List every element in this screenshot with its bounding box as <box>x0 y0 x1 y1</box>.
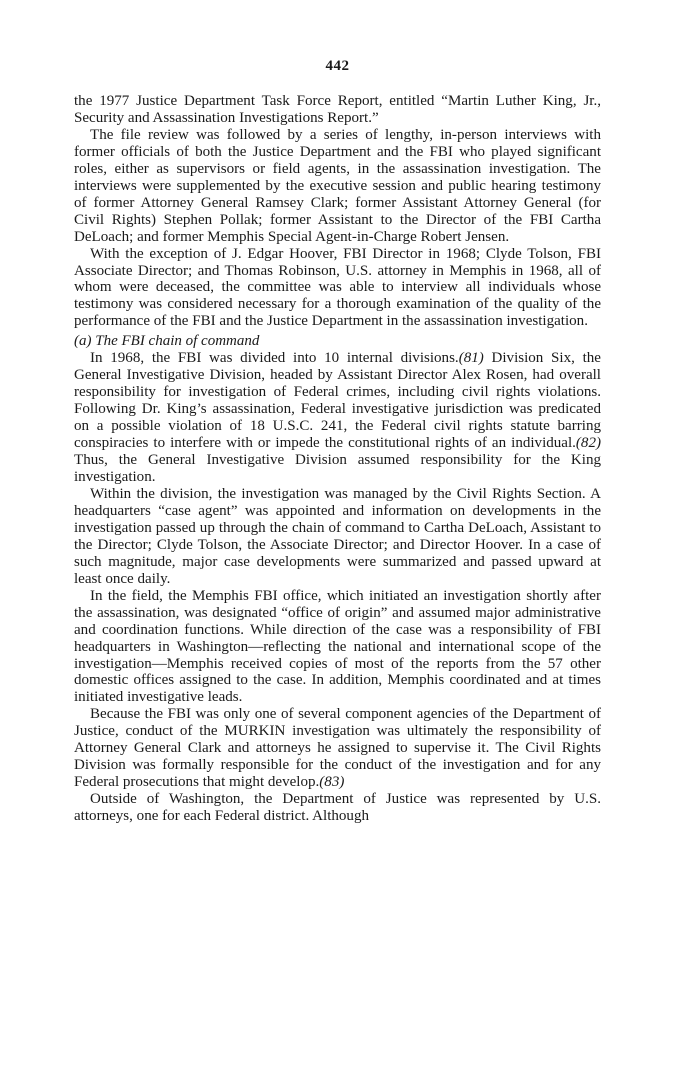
paragraph-memphis-office: In the field, the Memphis FBI office, which initiated an investigation shortly after the assassination, was designated “office of origin” and assumed major administrative and coordination functions. While direction of the case was a responsibility of FBI headquarters in Washington—reflecting the national and international scope of the investigation—Memphis received copies of most of the reports from the 57 other domestic offices assigned to the case. In addition, Memphis coordinated and at times initiated investigative leads. <box>74 587 601 706</box>
paragraph-doj-text: Because the FBI was only one of several component agencies of the Department of Justice, conduct of the MURKIN investigation was ultimately the responsibility of Attorney General Clark and attorneys he assigned to supervise it. The Civil Rights Division was formally responsible for the conduct of the investigation and for any Federal prosecutions that might develop. <box>74 706 601 791</box>
paragraph-us-attorneys: Outside of Washington, the Department of Justice was represented by U.S. attorneys, one for each Federal district. Although <box>74 791 601 825</box>
paragraph-department-of-justice <box>74 706 601 791</box>
footnote-ref-83: (83) <box>319 774 345 791</box>
paragraph-fbi-divisions <box>74 350 601 486</box>
paragraph-civil-rights-section: Within the division, the investigation was managed by the Civil Rights Section. A headquarters “case agent” was appointed and information on developments in the investigation passed up through the chain of command to Cartha DeLoach, Assistant to the Director; Clyde Tolson, the Associate Director; and Director Hoover. In a case of such magnitude, major case developments were summarized and passed upward at least once daily. <box>74 485 601 587</box>
paragraph-fbi-divisions-text-3: Thus, the General Investigative Division assumed responsibility for the King investigation. <box>74 452 601 486</box>
page-number: 442 <box>325 58 350 74</box>
paragraph-file-review: The file review was followed by a series of lengthy, in-person interviews with former officials of both the Justice Department and the FBI who played significant roles, either as supervisors or field agents, in the assassination investigation. The interviews were supplemented by the executive session and public hearing testimony of former Attorney General Ramsey Clark; former Assistant Attorney General (for Civil Rights) Stephen Pollak; former Assistant to the Director of the FBI Cartha DeLoach; and former Memphis Special Agent-in-Charge Robert Jensen. <box>74 126 601 245</box>
document-page <box>74 58 601 825</box>
section-heading-fbi-chain-of-command: (a) The FBI chain of command <box>74 333 260 350</box>
paragraph-task-force-report: the 1977 Justice Department Task Force Report, entitled “Martin Luther King, Jr., Security and Assassination Investigations Report.” <box>74 93 601 126</box>
footnote-ref-81: (81) <box>458 350 484 367</box>
paragraph-fbi-divisions-text-1: In 1968, the FBI was divided into 10 internal divisions. <box>90 350 459 367</box>
footnote-ref-82: (82) <box>575 435 601 452</box>
paragraph-exceptions: With the exception of J. Edgar Hoover, FBI Director in 1968; Clyde Tolson, FBI Associate Director; and Thomas Robinson, U.S. attorney in Memphis in 1968, all of whom were deceased, the committee was able to interview all individuals whose testimony was considered necessary for a thorough examination of the quality of the performance of the FBI and the Justice Department in the assassination investigation. <box>74 245 601 330</box>
paragraph-fbi-divisions-text-2: Division Six, the General Investigative Division, headed by Assistant Director Alex Rosen, had overall responsibility for investigation of Federal crimes, including civil rights violations. Following Dr. King’s assassination, Federal investigative jurisdiction was predicated on a possible violation of 18 U.S.C. 241, the Federal civil rights statute barring conspiracies to interfere with or impede the constitutional rights of an individual. <box>74 350 601 452</box>
